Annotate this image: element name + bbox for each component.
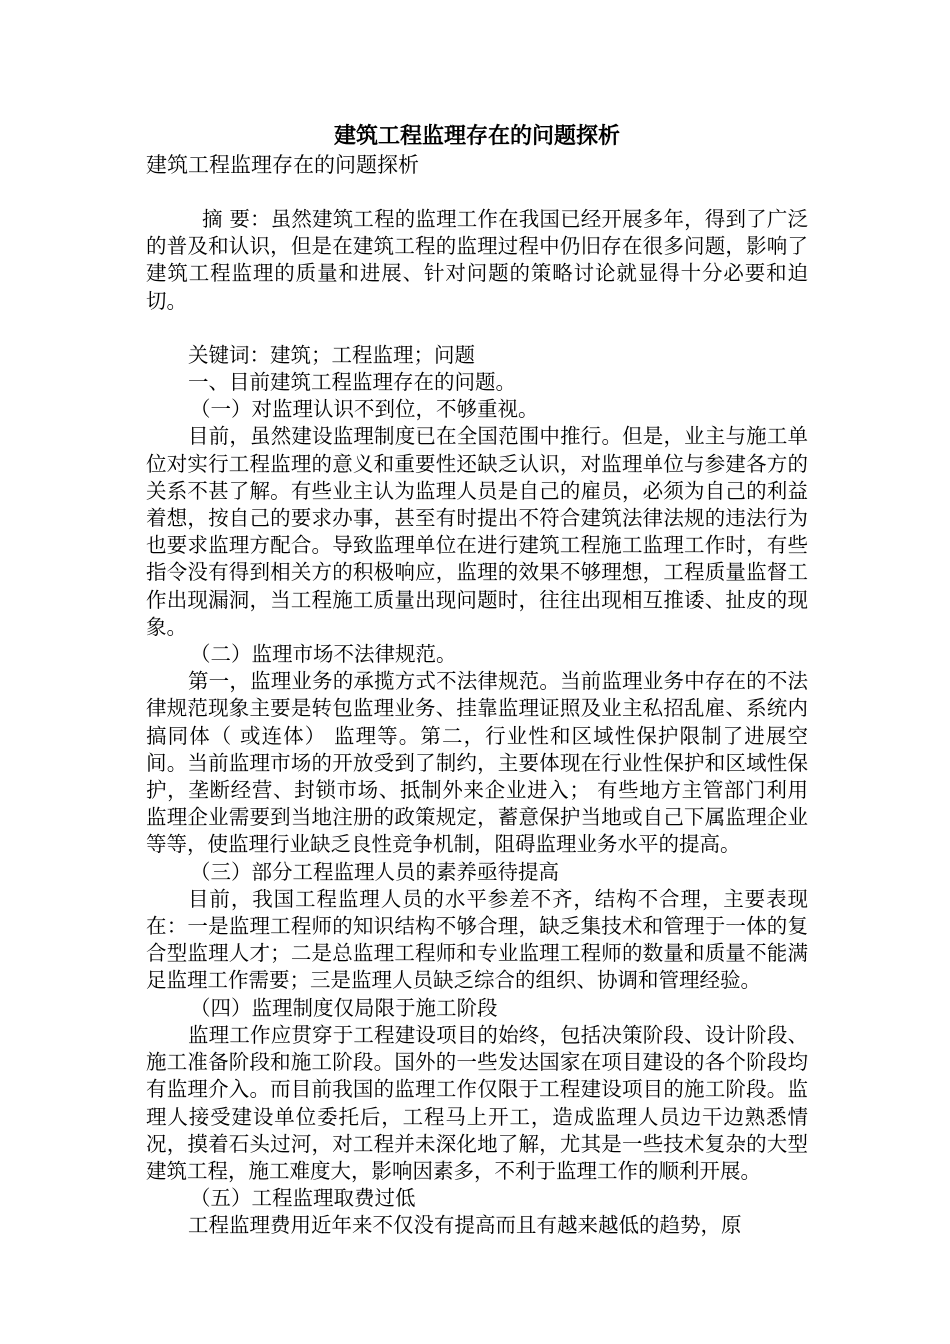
blank-line [146,179,808,206]
subsection-heading: （五）工程监理取费过低 [190,1186,416,1211]
body-paragraph: 第一，监理业务的承揽方式不法律规范。当前监理业务中存在的不法律规范现象主要是转包监理业务、挂靠监理证照及业主私招乱雇、系统内搞同体（ 或连体） 监理等。第二，行业性和区域性保护限制了进展空间。当前监理市场的开放受到了制约，主要体现在行业性保护和区域性保护，垄断经营、封锁市场、抵制外来企业进入； 有些地方主管部门利用监理企业需要到当地注册的政策规定，蓄意保护当地或自己下属监理企业等等，使监理行业缺乏良性竞争机制，阻碍监理业务水平的提高。 [146,669,808,857]
document-title: 建筑工程监理存在的问题探析 [333,123,620,149]
body-paragraph: 目前，我国工程监理人员的水平参差不齐，结构不合理，主要表现在：一是监理工程师的知识结构不够合理，缺乏集技术和管理于一体的复合型监理人才；二是总监理工程师和专业监理工程师的数量和质量不能满足监理工作需要；三是监理人员缺乏综合的组织、协调和管理经验。 [146,886,808,993]
subsection-heading: （四）监理制度仅局限于施工阶段 [190,995,498,1020]
subsection-heading: （三）部分工程监理人员的素养亟待提高 [190,859,559,884]
section-heading: 一、目前建筑工程监理存在的问题。 [188,370,516,395]
blank-line [146,315,808,342]
body-paragraph: 监理工作应贯穿于工程建设项目的始终，包括决策阶段、设计阶段、施工准备阶段和施工阶段。国外的一些发达国家在项目建设的各个阶段均有监理介入。而目前我国的监理工作仅限于工程建设项目的施工阶段。监理人接受建设单位委托后，工程马上开工，造成监理人员边干边熟悉情况，摸着石头过河，对工程并未深化地了解，尤其是一些技术复杂的大型建筑工程，施工难度大，影响因素多，不利于监理工作的顺利开展。 [146,1022,808,1183]
subsection-heading: （一）对监理认识不到位，不够重视。 [190,397,539,422]
keywords-line: 关键词：建筑；工程监理；问题 [188,342,475,367]
document-subtitle: 建筑工程监理存在的问题探析 [146,153,419,177]
abstract-paragraph: 摘 要：虽然建筑工程的监理工作在我国已经开展多年，得到了广泛的普及和认识，但是在建筑工程的监理过程中仍旧存在很多问题，影响了建筑工程监理的质量和进展、针对问题的策略讨论就显得十分必要和迫切。 [146,207,808,313]
document-page [146,120,808,1240]
body-paragraph: 工程监理费用近年来不仅没有提高而且有越来越低的趋势，原 [188,1213,742,1238]
subsection-heading: （二）监理市场不法律规范。 [190,642,457,667]
body-paragraph: 目前，虽然建设监理制度已在全国范围中推行。但是，业主与施工单位对实行工程监理的意义和重要性还缺乏认识，对监理单位与参建各方的关系不甚了解。有些业主认为监理人员是自己的雇员，必须为自己的利益着想，按自己的要求办事，甚至有时提出不符合建筑法律法规的违法行为也要求监理方配合。导致监理单位在进行建筑工程施工监理工作时，有些指令没有得到相关方的积极响应，监理的效果不够理想，工程质量监督工作出现漏洞，当工程施工质量出现问题时，往往出现相互推诿、扯皮的现象。 [146,424,808,639]
